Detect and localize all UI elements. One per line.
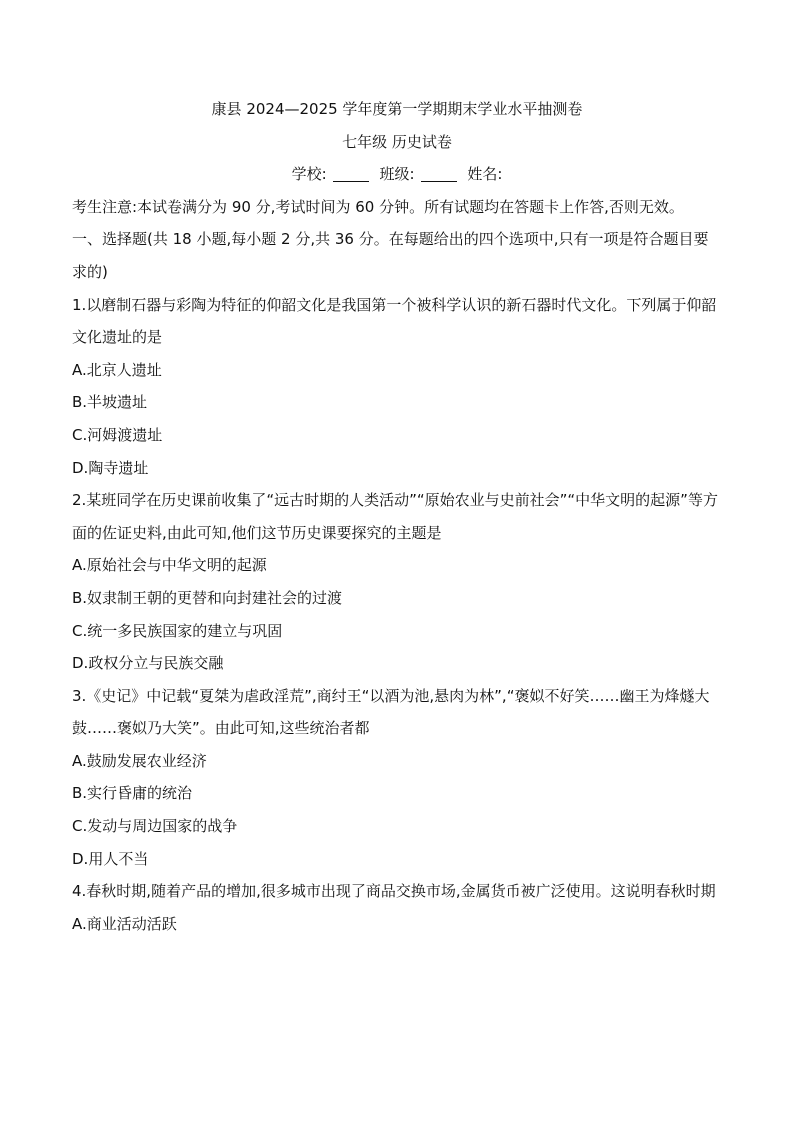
question-stem: 4.春秋时期,随着产品的增加,很多城市出现了商品交换市场,金属货币被广泛使用。这说明春秋时期 [72,882,716,901]
option-b: B.实行昏庸的统治 [72,784,193,803]
class-label: 班级: [379,165,415,184]
question-2 [72,484,722,680]
option-a: A.北京人遗址 [72,360,162,379]
exam-subtitle: 七年级 历史试卷 [342,132,452,151]
section-heading: 一、选择题(共 18 小题,每小题 2 分,共 36 分。在每题给出的四个选项中,只有一项是符合题目要求的) [72,230,709,281]
option-a: A.商业活动活跃 [72,914,177,933]
question-stem: 2.某班同学在历史课前收集了“远古时期的人类活动”“原始农业与史前社会”“中华文明的起源”等方面的佐证史料,由此可知,他们这节历史课要探究的主题是 [72,491,718,542]
question-stem: 3.《史记》中记载“夏桀为虐政淫荒”,商纣王“以酒为池,悬肉为林”,“褒姒不好笑……幽王为烽燧大鼓……褒姒乃大笑”。由此可知,这些统治者都 [72,686,710,738]
student-info-line [72,158,722,191]
school-label: 学校: [291,165,327,184]
option-d: D.政权分立与民族交融 [72,654,224,673]
class-blank [421,165,457,182]
question-stem: 1.以磨制石器与彩陶为特征的仰韶文化是我国第一个被科学认识的新石器时代文化。下列属于仰韶文化遗址的是 [72,295,717,347]
option-b: B.半坡遗址 [72,393,148,412]
name-label: 姓名: [467,165,503,184]
question-3 [72,680,722,876]
exam-page [72,93,722,940]
question-1 [72,289,722,485]
exam-title: 康县 2024—2025 学年度第一学期期末学业水平抽测卷 [211,100,583,118]
exam-notice: 考生注意:本试卷满分为 90 分,考试时间为 60 分钟。所有试题均在答题卡上作答,否则无效。 [72,197,684,216]
option-a: A.原始社会与中华文明的起源 [72,556,267,575]
option-d: D.陶寺遗址 [72,458,149,477]
option-c: C.统一多民族国家的建立与巩固 [72,621,283,640]
option-a: A.鼓励发展农业经济 [72,751,207,770]
school-blank [333,165,369,182]
option-b: B.奴隶制王朝的更替和向封建社会的过渡 [72,588,343,607]
option-c: C.河姆渡遗址 [72,425,163,444]
question-4 [72,875,722,940]
option-d: D.用人不当 [72,849,149,868]
option-c: C.发动与周边国家的战争 [72,817,238,836]
